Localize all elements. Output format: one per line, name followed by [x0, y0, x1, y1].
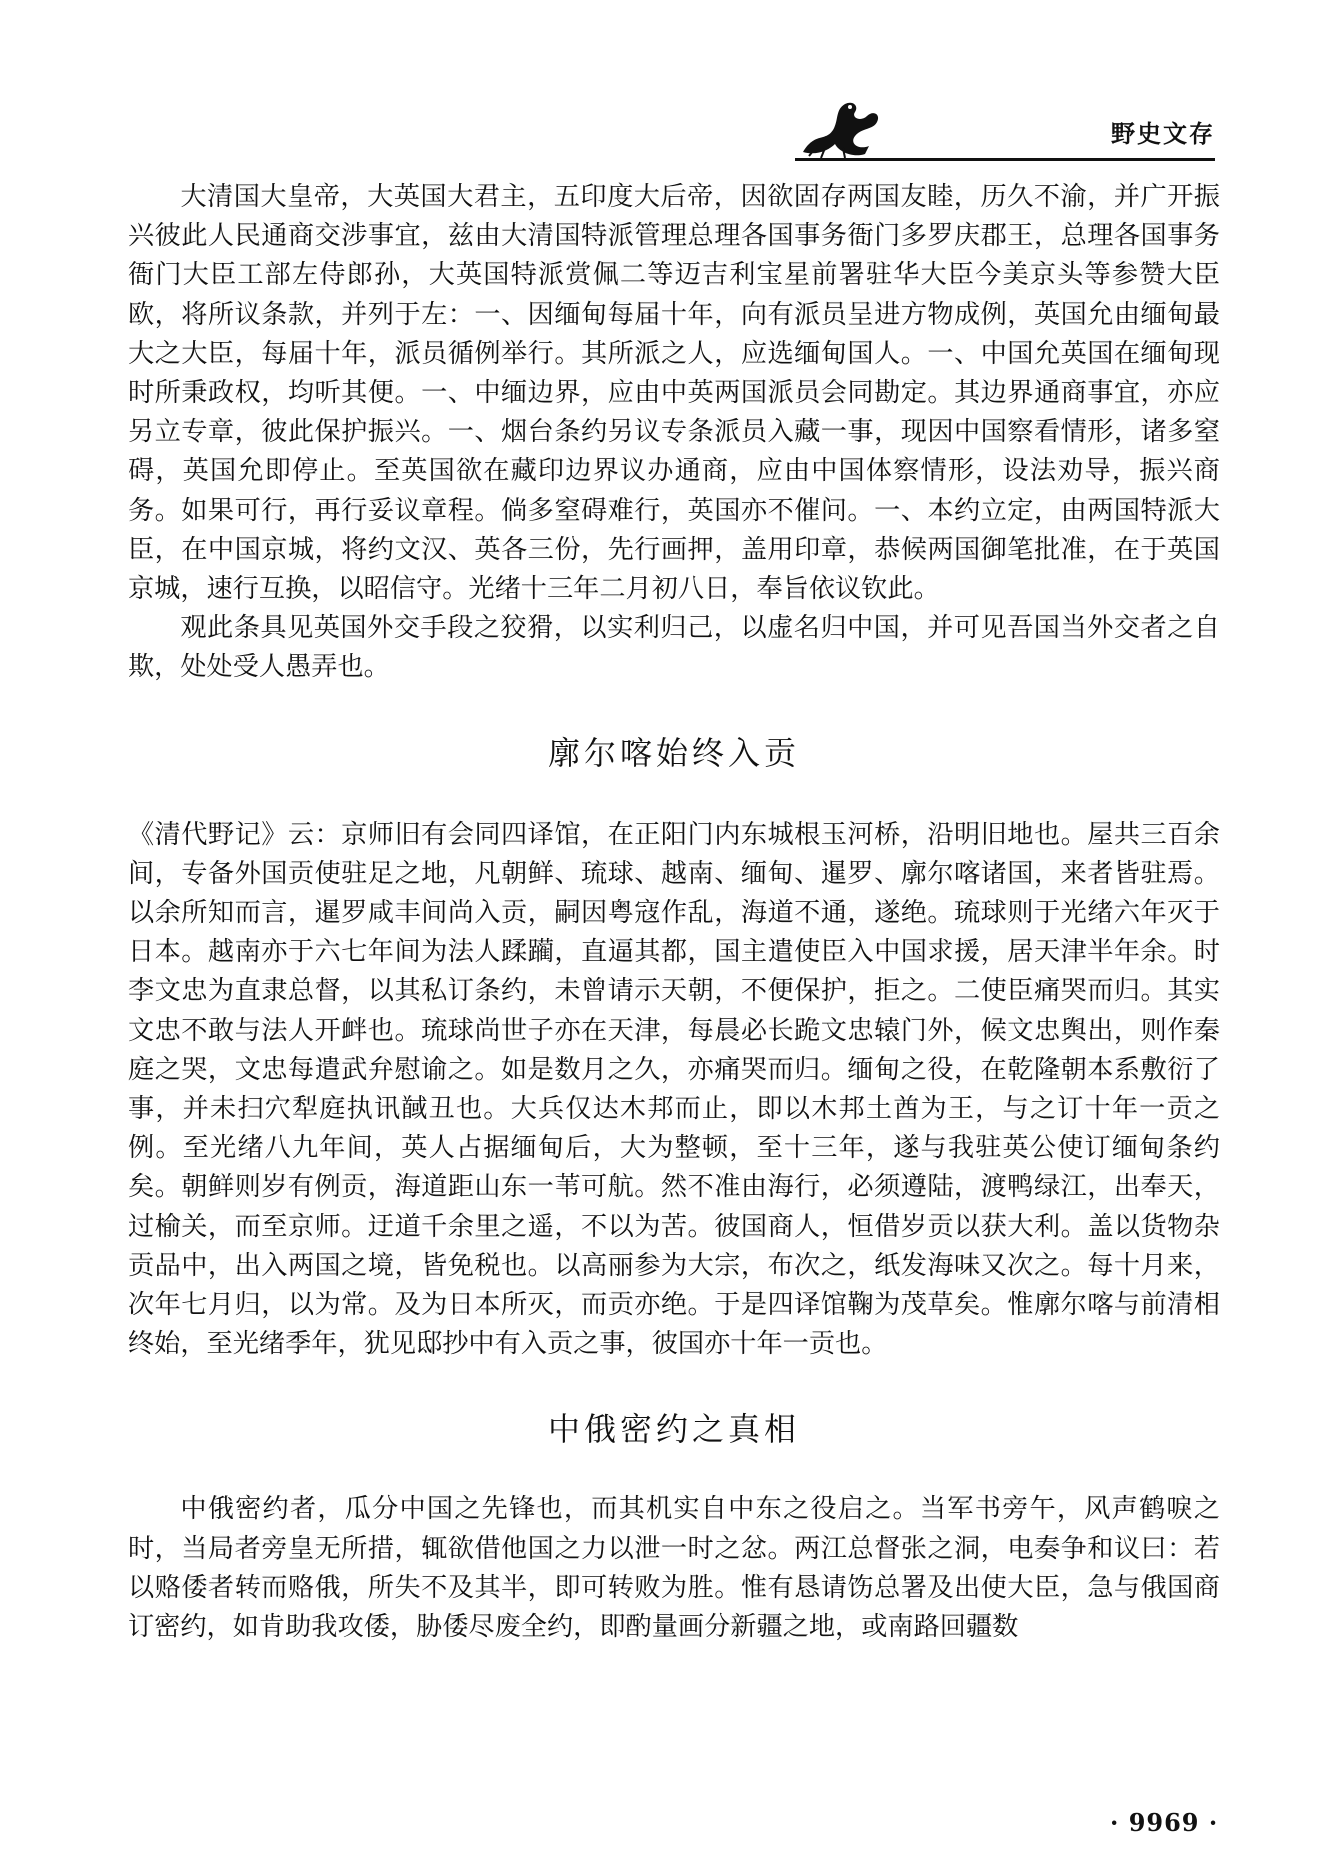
running-header — [795, 92, 1215, 162]
commentary-paragraph: 观此条具见英国外交手段之狡猾，以实利归己，以虚名归中国，并可见吾国当外交者之自欺，处处受人愚弄也。 — [128, 613, 1220, 683]
page-content — [128, 178, 1220, 1647]
treaty-paragraph: 大清国大皇帝，大英国大君主，五印度大后帝，因欲固存两国友睦，历久不渝，并广开振兴彼此人民通商交涉事宜，兹由大清国特派管理总理各国事务衙门多罗庆郡王，总理各国事务衙门大臣工部左侍郎孙，大英国特派赏佩二等迈吉利宝星前署驻华大臣今美京头等参赞大臣欧，将所议条款，并列于左：一、因缅甸每届十年，向有派员呈进方物成例，英国允由缅甸最大之大臣，每届十年，派员循例举行。其所派之人，应选缅甸国人。一、中国允英国在缅甸现时所秉政权，均听其便。一、中缅边界，应由中英两国派员会同勘定。其边界通商事宜，亦应另立专章，彼此保护振兴。一、烟台条约另议专条派员入藏一事，现因中国察看情形，诸多窒碍，英国允即停止。至英国欲在藏印边界议办通商，应由中国体察情形，设法劝导，振兴商务。如果可行，再行妥议章程。倘多窒碍难行，英国亦不催问。一、本约立定，由两国特派大臣，在中国京城，将约文汉、英各三份，先行画押，盖用印章，恭候两国御笔批准，在于英国京城，速行互换，以昭信守。光绪十三年二月初八日，奉旨依议钦此。 — [128, 182, 1220, 605]
sino-russian-paragraph: 中俄密约者，瓜分中国之先锋也，而其机实自中东之役启之。当军书旁午，风声鹤唳之时，当局者旁皇无所措，辄欲借他国之力以泄一时之忿。两江总督张之洞，电奏争和议曰：若以赂倭者转而赂俄，所失不及其半，即可转败为胜。惟有恳请饬总署及出使大臣，急与俄国商订密约，如肯助我攻倭，胁倭尽废全约，即酌量画分新疆之地，或南路回疆数 — [128, 1494, 1220, 1643]
gurkha-paragraph: 《清代野记》云：京师旧有会同四译馆，在正阳门内东城根玉河桥，沿明旧地也。屋共三百余间，专备外国贡使驻足之地，凡朝鲜、琉球、越南、缅甸、暹罗、廓尔喀诸国，来者皆驻焉。以余所知而言，暹罗咸丰间尚入贡，嗣因粤寇作乱，海道不通，遂绝。琉球则于光绪六年灭于日本。越南亦于六七年间为法人蹂躏，直逼其都，国主遣使臣入中国求援，居天津半年余。时李文忠为直隶总督，以其私订条约，未曾请示天朝，不便保护，拒之。二使臣痛哭而归。其实文忠不敢与法人开衅也。琉球尚世子亦在天津，每晨必长跪文忠辕门外，候文忠舆出，则作秦庭之哭，文忠每遣武弁慰谕之。如是数月之久，亦痛哭而归。缅甸之役，在乾隆朝本系敷衍了事，并未扫穴犁庭执讯馘丑也。大兵仅达木邦而止，即以木邦土酋为王，与之订十年一贡之例。至光绪八九年间，英人占据缅甸后，大为整顿，至十三年，遂与我驻英公使订缅甸条约矣。朝鲜则岁有例贡，海道距山东一苇可航。然不准由海行，必须遵陆，渡鸭绿江，出奉天，过榆关，而至京师。迂道千余里之遥，不以为苦。彼国商人，恒借岁贡以获大利。盖以货物杂贡品中，出入两国之境，皆免税也。以高丽参为大宗，布次之，纸发海味又次之。每十月来，次年七月归，以为常。及为日本所灭，而贡亦绝。于是四译馆鞠为茂草矣。惟廓尔喀与前清相终始，至光绪季年，犹见邸抄中有入贡之事，彼国亦十年一贡也。 — [128, 819, 1220, 1360]
page-number: · 9969 · — [1110, 1808, 1219, 1837]
header-rule — [795, 158, 1215, 161]
dragon-emblem-icon — [795, 92, 890, 160]
section-title-gurkha: 廓尔喀始终入贡 — [547, 733, 800, 772]
header-title: 野史文存 — [1111, 120, 1215, 148]
section-title-sino-russian: 中俄密约之真相 — [547, 1410, 800, 1449]
